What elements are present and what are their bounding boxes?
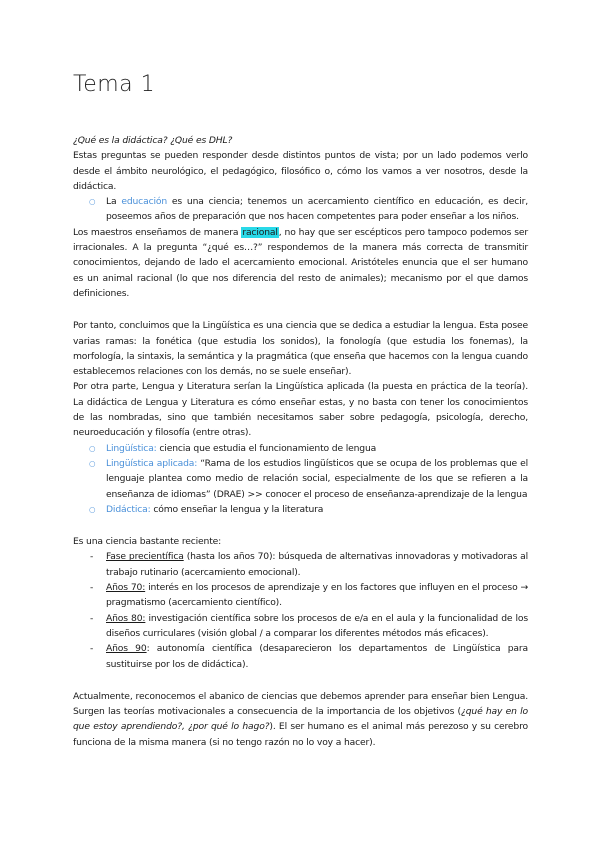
bullet-text: es una ciencia; tenemos un acercamiento científico en educación, es decir, poseemos años de preparación que nos hacen competentes para poder enseñar a los niños. — [106, 196, 528, 223]
list-item: - Años 70: interés en los procesos de aprendizaje y en los factores que influyen en el proceso → pragmatismo (acercamiento científico). — [106, 580, 528, 611]
section-question: ¿Qué es la didáctica? ¿Qué es DHL? — [73, 135, 233, 146]
phase-term: Años 70: — [106, 582, 146, 594]
document-body — [73, 133, 528, 750]
definitions-list — [73, 441, 528, 517]
highlighted-term: racional — [242, 226, 278, 238]
def-term: Lingüística: — [106, 442, 157, 454]
list-item-education — [106, 194, 528, 225]
def-term: Lingüística aplicada: — [106, 457, 198, 469]
page-title: Tema 1 — [73, 72, 156, 97]
def-term: Didáctica: — [106, 503, 151, 515]
list-item: ○ Didáctica: cómo enseñar la lengua y la literatura — [106, 502, 528, 517]
phase-term: Fase precientífica — [106, 551, 184, 563]
paragraph-applied: Por otra parte, Lengua y Literatura serían la Lingüística aplicada (la puesta en práctica de la teoría). La didáctica de Lengua y Literatura es cómo enseñar estas, y no basta con tener los conocimientos de las nombradas, sino que también necesitamos saber sobre pedagogía, psicología, derecho, neuroeducación y filosofía (entre otras). — [73, 381, 528, 439]
list-item: ○ Lingüística: ciencia que estudia el funcionamiento de lengua — [106, 441, 528, 456]
paragraph-linguistics: Por tanto, concluimos que la Lingüística es una ciencia que se dedica a estudiar la lengua. Esta posee varias ramas: la fonética (que estudia los sonidos), la fonología (que estudia los fonemas), la morfología, la sintaxis, la semántica y la pragmática (que enseña que hacemos con la lengua cuando establecemos relaciones con los demás, no se suele enseñar). — [73, 320, 528, 378]
phase-term: Años 90 — [106, 643, 147, 655]
italic-questions: ¿qué hay en lo que estoy aprendiendo?, ¿por qué lo hago? — [73, 706, 528, 733]
paragraph-recent: Es una ciencia bastante reciente: — [73, 536, 222, 548]
paragraph-current: Actualmente, reconocemos el abanico de ciencias que debemos aprender para enseñar bien Lengua. Surgen las teorías motivacionales a consecuencia de la importancia de los objetivos (¿qué hay en lo que estoy aprendiendo?, ¿por qué lo hago?). El ser humano es el animal más perezoso y su cerebro funciona de la misma manera (si no tengo razón no lo voy a hacer). — [73, 690, 528, 748]
term-educacion: educación — [121, 196, 168, 208]
list-item: ○ Lingüística aplicada: “Rama de los estudios lingüísticos que se ocupa de los problemas que el lenguaje plantea como medio de relación social, especialmente de los que se refieren a la enseñanza de idiomas” (DRAE) >> conocer el proceso de enseñanza-aprendizaje de la lengua — [106, 456, 528, 502]
list-item: - Años 80: investigación científica sobre los procesos de e/a en el aula y la funcionalidad de los diseños curriculares (visión global / a comparar los diferentes métodos más eficaces). — [106, 611, 528, 642]
paragraph-racional: Los maestros enseñamos de manera racional, no hay que ser escépticos pero tampoco podemos ser irracionales. A la pregunta “¿qué es…?” respondemos de la manera más correcta de transmitir conocimientos, dejando de lado el acercamiento emocional. Aristóteles enuncia que el ser humano es un animal racional (lo que nos diferencia del resto de animales); mecanismo por el que damos definiciones. — [73, 226, 528, 299]
education-list — [73, 194, 528, 225]
list-item: - Fase precientífica (hasta los años 70): búsqueda de alternativas innovadoras y motivadoras al trabajo rutinario (acercamiento emocional). — [106, 549, 528, 580]
paragraph-intro: Estas preguntas se pueden responder desde distintos puntos de vista; por un lado podemos verlo desde el ámbito neurológico, el pedagógico, filosófico o, cómo los vamos a ver nosotros, desde la didáctica. — [73, 150, 528, 192]
phases-list — [73, 549, 528, 671]
bullet-lead: La — [106, 196, 122, 208]
list-item: - Años 90: autonomía científica (desaparecieron los departamentos de Lingüística para sustituirse por los de didáctica). — [106, 641, 528, 672]
phase-term: Años 80: — [106, 612, 146, 624]
